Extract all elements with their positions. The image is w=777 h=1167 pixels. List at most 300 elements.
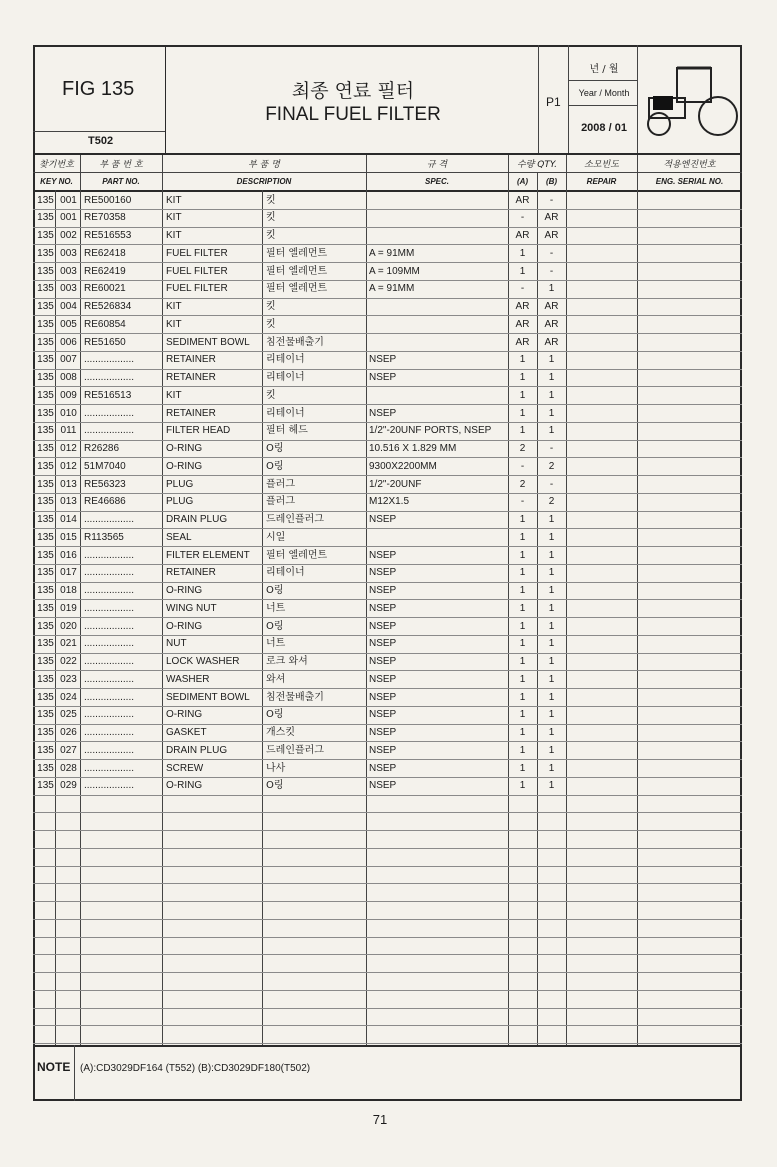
figure-cell: 135 — [37, 425, 54, 437]
key-number-cell: 006 — [60, 336, 77, 348]
page-code: P1 — [546, 95, 561, 109]
part-number-cell: .................. — [84, 620, 135, 632]
spec-cell: NSEP — [369, 727, 397, 738]
part-number-cell: RE46686 — [84, 496, 126, 508]
qty-a-cell: 1 — [519, 549, 526, 561]
column-header-description: DESCRIPTION — [236, 177, 292, 186]
description-korean-cell: 너트 — [266, 638, 286, 650]
figure-cell: 135 — [37, 460, 54, 472]
divider — [74, 1045, 75, 1101]
key-number-cell: 003 — [60, 265, 77, 277]
part-number-cell: .................. — [84, 727, 135, 738]
description-cell: DRAIN PLUG — [166, 514, 228, 525]
column-header-spec: SPEC. — [424, 177, 449, 186]
spec-cell: 9300X2200MM — [369, 460, 437, 472]
description-korean-cell: 킷 — [266, 389, 276, 401]
column-header-key: KEY NO. — [40, 177, 73, 186]
qty-a-cell: 1 — [519, 531, 526, 543]
spec-cell: NSEP — [369, 372, 397, 383]
description-korean-cell: 필터 엘레먼트 — [266, 265, 328, 277]
part-number-cell: RE60021 — [84, 283, 126, 295]
description-korean-cell: 필터 헤드 — [266, 425, 308, 437]
column-header-part-korean: 부 품 번 호 — [99, 160, 143, 170]
key-number-cell: 004 — [60, 301, 77, 312]
qty-b-cell: 1 — [548, 620, 555, 632]
divider — [568, 45, 569, 153]
qty-a-cell: 1 — [519, 585, 526, 596]
figure-cell: 135 — [37, 691, 54, 703]
spec-cell: NSEP — [369, 673, 397, 685]
part-number-cell: .................. — [84, 691, 135, 703]
part-number-cell: .................. — [84, 744, 135, 756]
qty-b-cell: 1 — [548, 372, 555, 383]
column-header-qty-b: (B) — [545, 177, 558, 186]
qty-b-cell: 1 — [548, 638, 555, 650]
qty-b-cell: 2 — [548, 496, 555, 508]
figure-cell: 135 — [37, 336, 54, 348]
part-number-cell: .................. — [84, 709, 135, 721]
description-cell: FILTER HEAD — [166, 425, 231, 437]
description-cell: WING NUT — [166, 602, 217, 614]
part-number-cell: .................. — [84, 602, 135, 614]
spec-cell: NSEP — [369, 656, 397, 667]
row-line — [33, 919, 742, 920]
qty-b-cell: 1 — [548, 727, 555, 738]
figure-cell: 135 — [37, 744, 54, 756]
year-month-label: Year / Month — [578, 88, 630, 98]
figure-cell: 135 — [37, 602, 54, 614]
row-line — [33, 1025, 742, 1026]
qty-b-cell: AR — [544, 301, 559, 312]
part-number-cell: RE70358 — [84, 212, 126, 224]
column-header-serial: ENG. SERIAL NO. — [655, 177, 724, 186]
description-cell: O-RING — [166, 620, 203, 632]
qty-b-cell: - — [549, 478, 554, 490]
figure-cell: 135 — [37, 638, 54, 650]
spec-cell — [369, 316, 508, 333]
qty-b-cell: 1 — [548, 283, 555, 295]
description-korean-cell: 드레인플러그 — [266, 744, 324, 756]
description-cell: RETAINER — [166, 372, 216, 383]
description-cell: O-RING — [166, 585, 203, 596]
spec-cell: A = 91MM — [369, 283, 415, 295]
qty-a-cell: 1 — [519, 744, 526, 756]
description-cell: FUEL FILTER — [166, 283, 228, 295]
spec-cell: NSEP — [369, 585, 397, 596]
figure-cell: 135 — [37, 212, 54, 224]
qty-a-cell: - — [520, 212, 525, 224]
description-korean-cell: 리테이너 — [266, 372, 305, 383]
column-header-repair-korean: 소모빈도 — [584, 160, 619, 170]
divider — [538, 45, 539, 153]
spec-cell — [369, 334, 508, 351]
key-number-cell: 014 — [60, 514, 77, 525]
qty-b-cell: - — [549, 194, 554, 206]
part-number-cell: RE62419 — [84, 265, 126, 277]
row-line — [33, 972, 742, 973]
column-header-part: PART NO. — [102, 177, 140, 186]
key-number-cell: 005 — [60, 318, 77, 330]
description-cell: NUT — [166, 638, 187, 650]
note-label: NOTE — [37, 1060, 71, 1074]
description-cell: FUEL FILTER — [166, 265, 228, 277]
key-number-cell: 003 — [60, 283, 77, 295]
description-korean-cell: 침전물배출기 — [266, 336, 324, 348]
qty-a-cell: 1 — [519, 673, 526, 685]
qty-a-cell: - — [520, 496, 525, 508]
qty-a-cell: 1 — [519, 620, 526, 632]
qty-a-cell: AR — [515, 336, 530, 348]
key-number-cell: 001 — [60, 194, 77, 206]
qty-a-cell: 1 — [519, 780, 526, 792]
description-cell: O-RING — [166, 443, 203, 454]
spec-cell: NSEP — [369, 620, 397, 632]
row-line — [33, 812, 742, 813]
spec-cell — [369, 192, 508, 209]
row-line — [33, 830, 742, 831]
description-cell: PLUG — [166, 478, 194, 490]
qty-a-cell: 1 — [519, 354, 526, 366]
qty-a-cell: 2 — [519, 478, 526, 490]
description-cell: O-RING — [166, 709, 203, 721]
qty-a-cell: 2 — [519, 443, 526, 454]
spec-cell: NSEP — [369, 744, 397, 756]
model-code: T502 — [88, 135, 114, 147]
column-header-key-korean: 찾기번호 — [39, 160, 74, 170]
part-number-cell: .................. — [84, 514, 135, 525]
qty-a-cell: - — [520, 283, 525, 295]
part-number-cell: .................. — [84, 372, 135, 383]
spec-cell — [369, 227, 508, 244]
qty-a-cell: 1 — [519, 247, 526, 259]
divider — [568, 80, 637, 81]
figure-cell: 135 — [37, 620, 54, 632]
qty-b-cell: 1 — [548, 567, 555, 579]
qty-a-cell: 1 — [519, 265, 526, 277]
description-cell: SEDIMENT BOWL — [166, 336, 250, 348]
row-line — [33, 901, 742, 902]
description-cell: WASHER — [166, 673, 210, 685]
qty-b-cell: 1 — [548, 425, 555, 437]
part-number-cell: .................. — [84, 638, 135, 650]
row-line — [33, 954, 742, 955]
figure-number: FIG 135 — [62, 78, 135, 100]
key-number-cell: 028 — [60, 762, 77, 774]
key-number-cell: 007 — [60, 354, 77, 366]
part-number-cell: .................. — [84, 585, 135, 596]
key-number-cell: 016 — [60, 549, 77, 561]
key-number-cell: 010 — [60, 407, 77, 419]
key-number-cell: 018 — [60, 585, 77, 596]
figure-cell: 135 — [37, 709, 54, 721]
figure-cell: 135 — [37, 478, 54, 490]
qty-b-cell: 1 — [548, 389, 555, 401]
description-korean-cell: 리테이너 — [266, 354, 305, 366]
column-header-spec-korean: 규 격 — [426, 160, 448, 170]
figure-cell: 135 — [37, 531, 54, 543]
row-line — [33, 848, 742, 849]
qty-a-cell: 1 — [519, 514, 526, 525]
description-cell: SEAL — [166, 531, 192, 543]
part-number-cell: .................. — [84, 762, 135, 774]
part-number-cell: .................. — [84, 656, 135, 667]
qty-b-cell: 1 — [548, 585, 555, 596]
qty-b-cell: 2 — [548, 460, 555, 472]
qty-a-cell: AR — [515, 318, 530, 330]
qty-a-cell: 1 — [519, 638, 526, 650]
qty-a-cell: 1 — [519, 407, 526, 419]
description-korean-cell: 킷 — [266, 318, 276, 330]
description-korean-cell: 플러그 — [266, 478, 295, 490]
row-line — [33, 883, 742, 884]
spec-cell — [369, 209, 508, 226]
qty-b-cell: 1 — [548, 514, 555, 525]
column-header-qty-a: (A) — [516, 177, 529, 186]
qty-a-cell: 1 — [519, 727, 526, 738]
part-number-cell: .................. — [84, 549, 135, 561]
spec-cell: NSEP — [369, 567, 397, 579]
key-number-cell: 013 — [60, 478, 77, 490]
qty-a-cell: 1 — [519, 602, 526, 614]
description-korean-cell: 필터 엘레먼트 — [266, 283, 328, 295]
title-block-divider — [33, 153, 742, 155]
qty-a-cell: 1 — [519, 567, 526, 579]
description-korean-cell: O링 — [266, 443, 284, 454]
divider — [33, 172, 742, 173]
figure-cell: 135 — [37, 496, 54, 508]
description-korean-cell: 필터 엘레먼트 — [266, 247, 328, 259]
spec-cell: NSEP — [369, 691, 397, 703]
description-korean-cell: 와셔 — [266, 673, 286, 685]
divider — [165, 45, 166, 153]
key-number-cell: 002 — [60, 230, 77, 241]
figure-cell: 135 — [37, 656, 54, 667]
row-line — [33, 795, 742, 796]
part-number-cell: .................. — [84, 425, 135, 437]
qty-b-cell: AR — [544, 318, 559, 330]
key-number-cell: 019 — [60, 602, 77, 614]
key-number-cell: 026 — [60, 727, 77, 738]
description-cell: KIT — [166, 389, 182, 401]
description-cell: KIT — [166, 318, 182, 330]
spec-cell: M12X1.5 — [369, 496, 410, 508]
figure-cell: 135 — [37, 780, 54, 792]
spec-cell: NSEP — [369, 354, 397, 366]
qty-a-cell: AR — [515, 301, 530, 312]
figure-cell: 135 — [37, 301, 54, 312]
issue-date: 2008 / 01 — [581, 122, 627, 134]
qty-b-cell: AR — [544, 336, 559, 348]
key-number-cell: 011 — [60, 425, 77, 437]
description-cell: KIT — [166, 212, 182, 224]
description-cell: LOCK WASHER — [166, 656, 240, 667]
description-cell: O-RING — [166, 460, 203, 472]
spec-cell — [369, 298, 508, 315]
description-cell: PLUG — [166, 496, 194, 508]
description-korean-cell: 너트 — [266, 602, 286, 614]
part-number-cell: RE60854 — [84, 318, 126, 330]
spec-cell — [369, 387, 508, 404]
figure-cell: 135 — [37, 389, 54, 401]
key-number-cell: 012 — [60, 460, 77, 472]
description-korean-cell: 킷 — [266, 212, 276, 224]
spec-cell: 1/2"-20UNF — [369, 478, 422, 490]
description-korean-cell: 침전물배출기 — [266, 691, 324, 703]
qty-b-cell: 1 — [548, 691, 555, 703]
description-korean-cell: O링 — [266, 460, 284, 472]
qty-b-cell: 1 — [548, 407, 555, 419]
description-cell: O-RING — [166, 780, 203, 792]
figure-cell: 135 — [37, 514, 54, 525]
qty-b-cell: - — [549, 443, 554, 454]
description-korean-cell: 리테이너 — [266, 567, 305, 579]
description-cell: SCREW — [166, 762, 204, 774]
key-number-cell: 027 — [60, 744, 77, 756]
spec-cell: NSEP — [369, 407, 397, 419]
description-korean-cell: 플러그 — [266, 496, 295, 508]
description-korean-cell: 킷 — [266, 301, 276, 312]
qty-b-cell: 1 — [548, 673, 555, 685]
figure-cell: 135 — [37, 567, 54, 579]
qty-b-cell: 1 — [548, 709, 555, 721]
spec-cell: 1/2"-20UNF PORTS, NSEP — [369, 425, 492, 437]
part-number-cell: R26286 — [84, 443, 120, 454]
description-korean-cell: O링 — [266, 620, 284, 632]
column-header-repair: REPAIR — [586, 177, 617, 186]
key-number-cell: 008 — [60, 372, 77, 383]
description-cell: RETAINER — [166, 354, 216, 366]
spec-cell: A = 109MM — [369, 265, 420, 277]
qty-b-cell: 1 — [548, 656, 555, 667]
part-number-cell: 51M7040 — [84, 460, 126, 472]
key-number-cell: 017 — [60, 567, 77, 579]
description-korean-cell: 개스킷 — [266, 727, 295, 738]
qty-b-cell: 1 — [548, 762, 555, 774]
qty-b-cell: 1 — [548, 780, 555, 792]
qty-b-cell: - — [549, 265, 554, 277]
description-cell: FUEL FILTER — [166, 247, 228, 259]
description-korean-cell: 리테이너 — [266, 407, 305, 419]
key-number-cell: 015 — [60, 531, 77, 543]
part-number-cell: RE516513 — [84, 389, 132, 401]
page-number: 71 — [372, 1112, 388, 1127]
spec-cell: NSEP — [369, 549, 397, 561]
figure-cell: 135 — [37, 265, 54, 277]
column-header-serial-korean: 적용엔진번호 — [663, 160, 716, 170]
qty-a-cell: 1 — [519, 425, 526, 437]
row-line — [33, 866, 742, 867]
spec-cell — [369, 529, 508, 546]
description-korean-cell: 킷 — [266, 194, 276, 206]
figure-cell: 135 — [37, 318, 54, 330]
key-number-cell: 012 — [60, 443, 77, 454]
qty-a-cell: 1 — [519, 389, 526, 401]
figure-cell: 135 — [37, 673, 54, 685]
figure-cell: 135 — [37, 230, 54, 241]
figure-cell: 135 — [37, 727, 54, 738]
row-line — [33, 1008, 742, 1009]
description-cell: KIT — [166, 301, 182, 312]
part-number-cell: .................. — [84, 567, 135, 579]
spec-cell: NSEP — [369, 638, 397, 650]
row-line — [33, 1043, 742, 1044]
qty-a-cell: 1 — [519, 762, 526, 774]
description-korean-cell: 드레인플러그 — [266, 514, 324, 525]
note-text: (A):CD3029DF164 (T552) (B):CD3029DF180(T502) — [80, 1063, 311, 1074]
qty-a-cell: AR — [515, 194, 530, 206]
key-number-cell: 001 — [60, 212, 77, 224]
part-number-cell: RE516553 — [84, 230, 132, 241]
spec-cell: NSEP — [369, 514, 397, 525]
figure-cell: 135 — [37, 372, 54, 383]
part-number-cell: R113565 — [84, 531, 124, 543]
qty-a-cell: - — [520, 460, 525, 472]
qty-a-cell: AR — [515, 230, 530, 241]
part-number-cell: RE62418 — [84, 247, 126, 259]
figure-cell: 135 — [37, 194, 54, 206]
key-number-cell: 029 — [60, 780, 77, 792]
figure-cell: 135 — [37, 283, 54, 295]
description-cell: GASKET — [166, 727, 207, 738]
part-number-cell: .................. — [84, 407, 135, 419]
description-korean-cell: O링 — [266, 780, 284, 792]
qty-b-cell: 1 — [548, 549, 555, 561]
part-number-cell: .................. — [84, 780, 135, 792]
description-korean-cell: 나사 — [266, 762, 286, 774]
figure-cell: 135 — [37, 585, 54, 596]
key-number-cell: 020 — [60, 620, 77, 632]
description-korean-cell: O링 — [266, 585, 284, 596]
page-title: FINAL FUEL FILTER — [265, 104, 441, 125]
qty-b-cell: AR — [544, 230, 559, 241]
note-divider — [33, 1045, 742, 1047]
spec-cell: NSEP — [369, 780, 397, 792]
figure-cell: 135 — [37, 549, 54, 561]
qty-a-cell: 1 — [519, 709, 526, 721]
qty-a-cell: 1 — [519, 691, 526, 703]
key-number-cell: 003 — [60, 247, 77, 259]
divider — [33, 131, 165, 132]
tractor-icon — [641, 50, 738, 142]
description-cell: KIT — [166, 230, 182, 241]
spec-cell: 10.516 X 1.829 MM — [369, 443, 457, 454]
part-number-cell: RE51650 — [84, 336, 126, 348]
figure-cell: 135 — [37, 407, 54, 419]
key-number-cell: 022 — [60, 656, 77, 667]
key-number-cell: 013 — [60, 496, 77, 508]
part-number-cell: .................. — [84, 354, 135, 366]
part-number-cell: .................. — [84, 673, 135, 685]
figure-cell: 135 — [37, 443, 54, 454]
column-header-qty: 수량 QTY. — [516, 160, 558, 170]
part-number-cell: RE526834 — [84, 301, 132, 312]
description-cell: DRAIN PLUG — [166, 744, 228, 756]
row-line — [33, 937, 742, 938]
part-number-cell: RE56323 — [84, 478, 126, 490]
qty-b-cell: 1 — [548, 531, 555, 543]
description-korean-cell: 로크 와셔 — [266, 656, 308, 667]
row-line — [33, 990, 742, 991]
qty-b-cell: 1 — [548, 354, 555, 366]
key-number-cell: 024 — [60, 691, 77, 703]
figure-cell: 135 — [37, 247, 54, 259]
spec-cell: A = 91MM — [369, 247, 415, 259]
qty-a-cell: 1 — [519, 372, 526, 383]
qty-b-cell: - — [549, 247, 554, 259]
description-korean-cell: 필터 엘레먼트 — [266, 549, 328, 561]
description-korean-cell: 킷 — [266, 230, 276, 241]
column-header-description-korean: 부 품 명 — [248, 160, 280, 170]
